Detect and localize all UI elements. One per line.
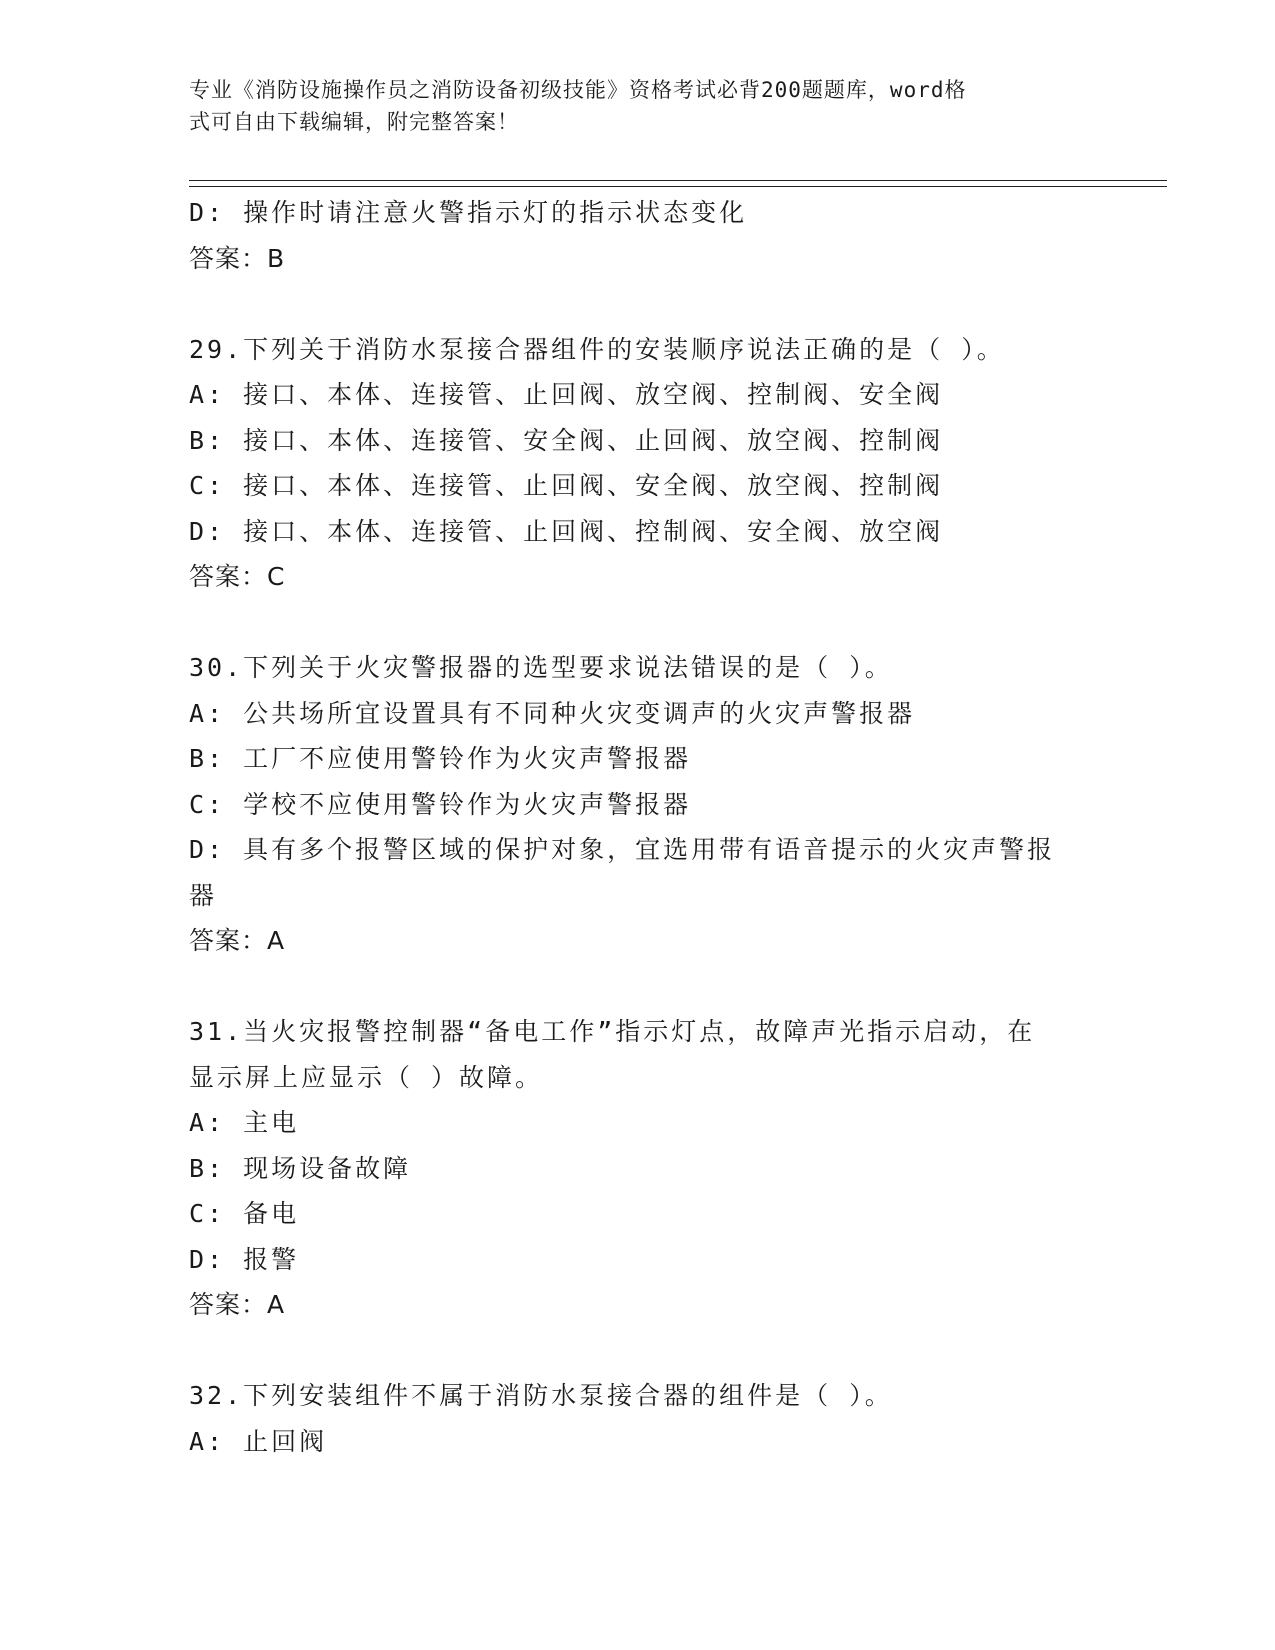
text-line: A: 主电 — [189, 1108, 300, 1137]
question-spacer — [189, 964, 1089, 1010]
text-line: 器 — [189, 880, 218, 910]
header-line-1: 专业《消防设施操作员之消防设备初级技能》资格考试必背200题题库，word格 — [189, 78, 967, 102]
header-divider-bottom — [189, 186, 1167, 187]
header-line-2: 式可自由下载编辑，附完整答案！ — [189, 110, 519, 134]
text-line: C: 接口、本体、连接管、止回阀、安全阀、放空阀、控制阀 — [189, 471, 944, 500]
text-line: 32.下列安装组件不属于消防水泵接合器的组件是（ ）。 — [189, 1381, 893, 1410]
text-line: 31.当火灾报警控制器“备电工作”指示灯点，故障声光指示启动，在 — [189, 1017, 1036, 1046]
text-line: D: 接口、本体、连接管、止回阀、控制阀、安全阀、放空阀 — [189, 516, 944, 546]
answer-line: 答案：A — [189, 926, 286, 955]
text-line: A: 公共场所宜设置具有不同种火灾变调声的火灾声警报器 — [189, 698, 916, 728]
text-line: D: 报警 — [189, 1244, 300, 1274]
header-divider-top — [189, 180, 1167, 181]
text-line: 29.下列关于消防水泵接合器组件的安装顺序说法正确的是（ ）。 — [189, 334, 1005, 364]
text-line: A: 接口、本体、连接管、止回阀、放空阀、控制阀、安全阀 — [189, 380, 944, 409]
text-line: D: 操作时请注意火警指示灯的指示状态变化 — [189, 198, 748, 227]
text-line: B: 现场设备故障 — [189, 1153, 412, 1183]
question-list — [189, 190, 1089, 1464]
question-spacer — [189, 281, 1089, 327]
text-line: C: 学校不应使用警铃作为火灾声警报器 — [189, 789, 692, 819]
document-header — [189, 74, 1089, 138]
text-line: 显示屏上应显示（ ）故障。 — [189, 1062, 544, 1092]
text-line: 30.下列关于火灾警报器的选型要求说法错误的是（ ）。 — [189, 653, 893, 682]
answer-line: 答案：B — [189, 243, 286, 273]
answer-line: 答案：C — [189, 562, 286, 591]
text-line: C: 备电 — [189, 1199, 300, 1228]
question-spacer — [189, 600, 1089, 646]
text-line: B: 接口、本体、连接管、安全阀、止回阀、放空阀、控制阀 — [189, 425, 944, 455]
text-line: D: 具有多个报警区域的保护对象，宜选用带有语音提示的火灾声警报 — [189, 835, 1056, 864]
answer-line: 答案：A — [189, 1290, 286, 1319]
text-line: B: 工厂不应使用警铃作为火灾声警报器 — [189, 744, 692, 773]
question-spacer — [189, 1328, 1089, 1374]
text-line: A: 止回阀 — [189, 1426, 328, 1456]
